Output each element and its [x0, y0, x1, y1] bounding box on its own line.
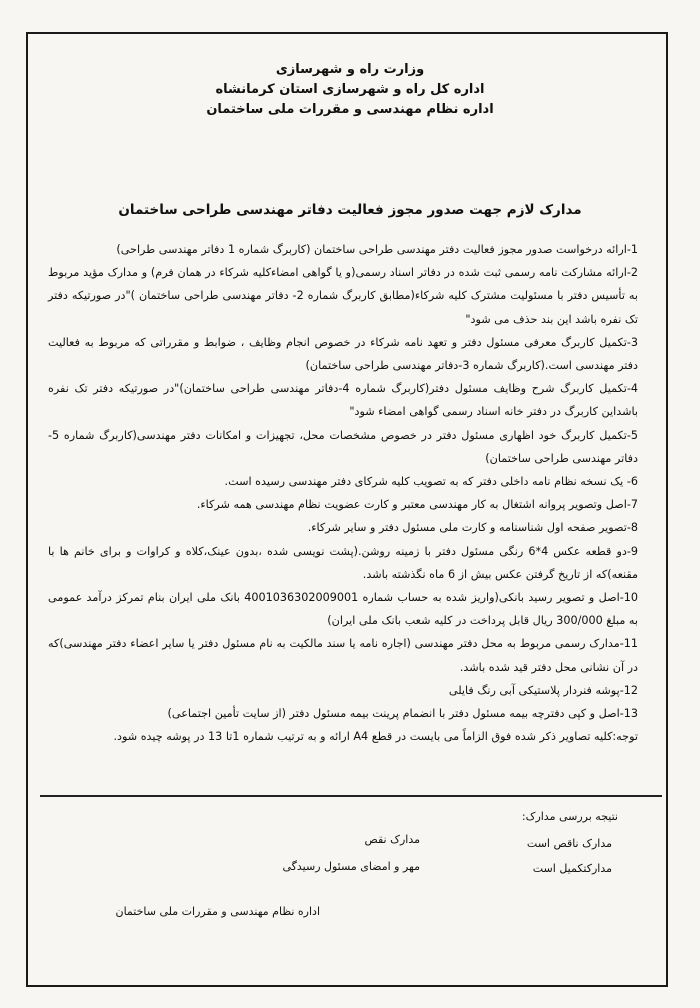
divider [40, 795, 662, 797]
letterhead [0, 60, 700, 120]
list-item: 10-اصل و تصویر رسید بانکی(واریز شده به حساب شماره 4001036302009001 بانک ملی ایران بنام تمرکز درآمد عمومی به مبلغ 300/000 ریال قابل پرداخت در کلیه شعب بانک ملی ایران) [48, 591, 638, 628]
list-item: 1-ارائه درخواست صدور مجوز فعالیت دفتر مهندسی طراحی ساختمان (کاربرگ شماره 1 دفاتر مهندسی طراحی) [116, 243, 638, 256]
list-item: 5-تکمیل کاربرگ خود اظهاری مسئول دفتر در خصوص مشخصات محل، تجهیزات و امکانات دفتر مهندسی(کاربرگ شماره 5-دفاتر مهندسی طراحی ساختمان) [48, 428, 638, 465]
signature-label: مهر و امضای مسئول رسیدگی [282, 860, 420, 873]
general-office-name: اداره کل راه و شهرسازی استان کرمانشاه [215, 82, 485, 97]
list-item: 2-ارائه مشارکت نامه رسمی ثبت شده در دفاتر اسناد رسمی(و یا گواهی امضاءکلیه شرکاء در همان فرم) و مدارک مؤید مربوط به تأسیس دفتر با مسئولیت مشترک کلیه شرکاء(مطابق کاربرگ شماره 2- دفاتر مهندسی طراحی ساختمان )"در صورتیکه دفتر تک نفره باشد این بند حذف می شود" [48, 266, 639, 326]
deficiencies-label: مدارک نقص [364, 833, 420, 846]
list-item: 3-تکمیل کاربرگ معرفی مسئول دفتر و تعهد نامه شرکاء در خصوص انجام وظایف ، ضوابط و مقرراتی که مربوط به فعالیت دفتر مهندسی است.(کاربرگ شماره 3-دفاتر مهندسی طراحی ساختمان) [48, 335, 638, 373]
list-item: 8-تصویر صفحه اول شناسنامه و کارت ملی مسئول دفتر و سایر شرکاء. [307, 521, 638, 535]
list-item: 13-اصل و کپی دفترچه بیمه مسئول دفتر با انضمام پرینت بیمه مسئول دفتر (از سایت تأمین اجتماعی) [167, 707, 638, 721]
review-heading: نتیجه بررسی مدارک: [521, 810, 618, 823]
complete-label: مدارکتکمیل است [532, 862, 612, 875]
list-item: 11-مدارک رسمی مربوط به محل دفتر مهندسی (اجاره نامه یا سند مالکیت به نام مسئول دفتر یا سایر اعضاء دفتر مهندسی)که در آن نشانی محل دفتر قید شده باشد. [48, 637, 638, 674]
list-item: 7-اصل وتصویر پروانه اشتغال به کار مهندسی معتبر و کارت عضویت نظام مهندسی همه شرکاء. [196, 498, 638, 512]
list-item: 4-تکمیل کاربرگ شرح وظایف مسئول دفتر(کاربرگ شماره 4-دفاتر مهندسی طراحی ساختمان)"در صورتیکه دفتر تک نفره باشداین کاربرگ در دفتر خانه اسناد رسمی گواهی امضاء شود" [48, 382, 638, 419]
list-item: 9-دو قطعه عکس 4*6 رنگی مسئول دفتر با زمینه روشن.(پشت نویسی شده ،بدون عینک،کلاه و کراوات و برای خانم ها با مقنعه)که از تاریخ گرفتن عکس بیش از 6 ماه نگذشته باشد. [48, 544, 638, 581]
note: توجه:کلیه تصاویر ذکر شده فوق الزاماً می بایست در قطع A4 ارائه و به ترتیب شماره 1تا 13 در پوشه چیده شود. [113, 730, 638, 744]
footer-department: اداره نظام مهندسی و مقررات ملی ساختمان [115, 905, 320, 918]
ministry-name: وزارت راه و شهرسازی [275, 62, 425, 77]
document-title: مدارک لازم جهت صدور مجوز فعالیت دفاتر مهندسی طراحی ساختمان [118, 202, 582, 218]
list-item: 6- یک نسخه نظام نامه داخلی دفتر که به تصویب کلیه شرکای دفتر مهندسی رسیده است. [224, 475, 638, 489]
department-name: اداره نظام مهندسی و مقررات ملی ساختمان [206, 102, 494, 117]
requirements-list [48, 238, 638, 748]
list-item: 12-پوشه فنردار پلاستیکی آبی رنگ فایلی [448, 683, 638, 697]
incomplete-label: مدارک ناقص است [526, 837, 612, 850]
